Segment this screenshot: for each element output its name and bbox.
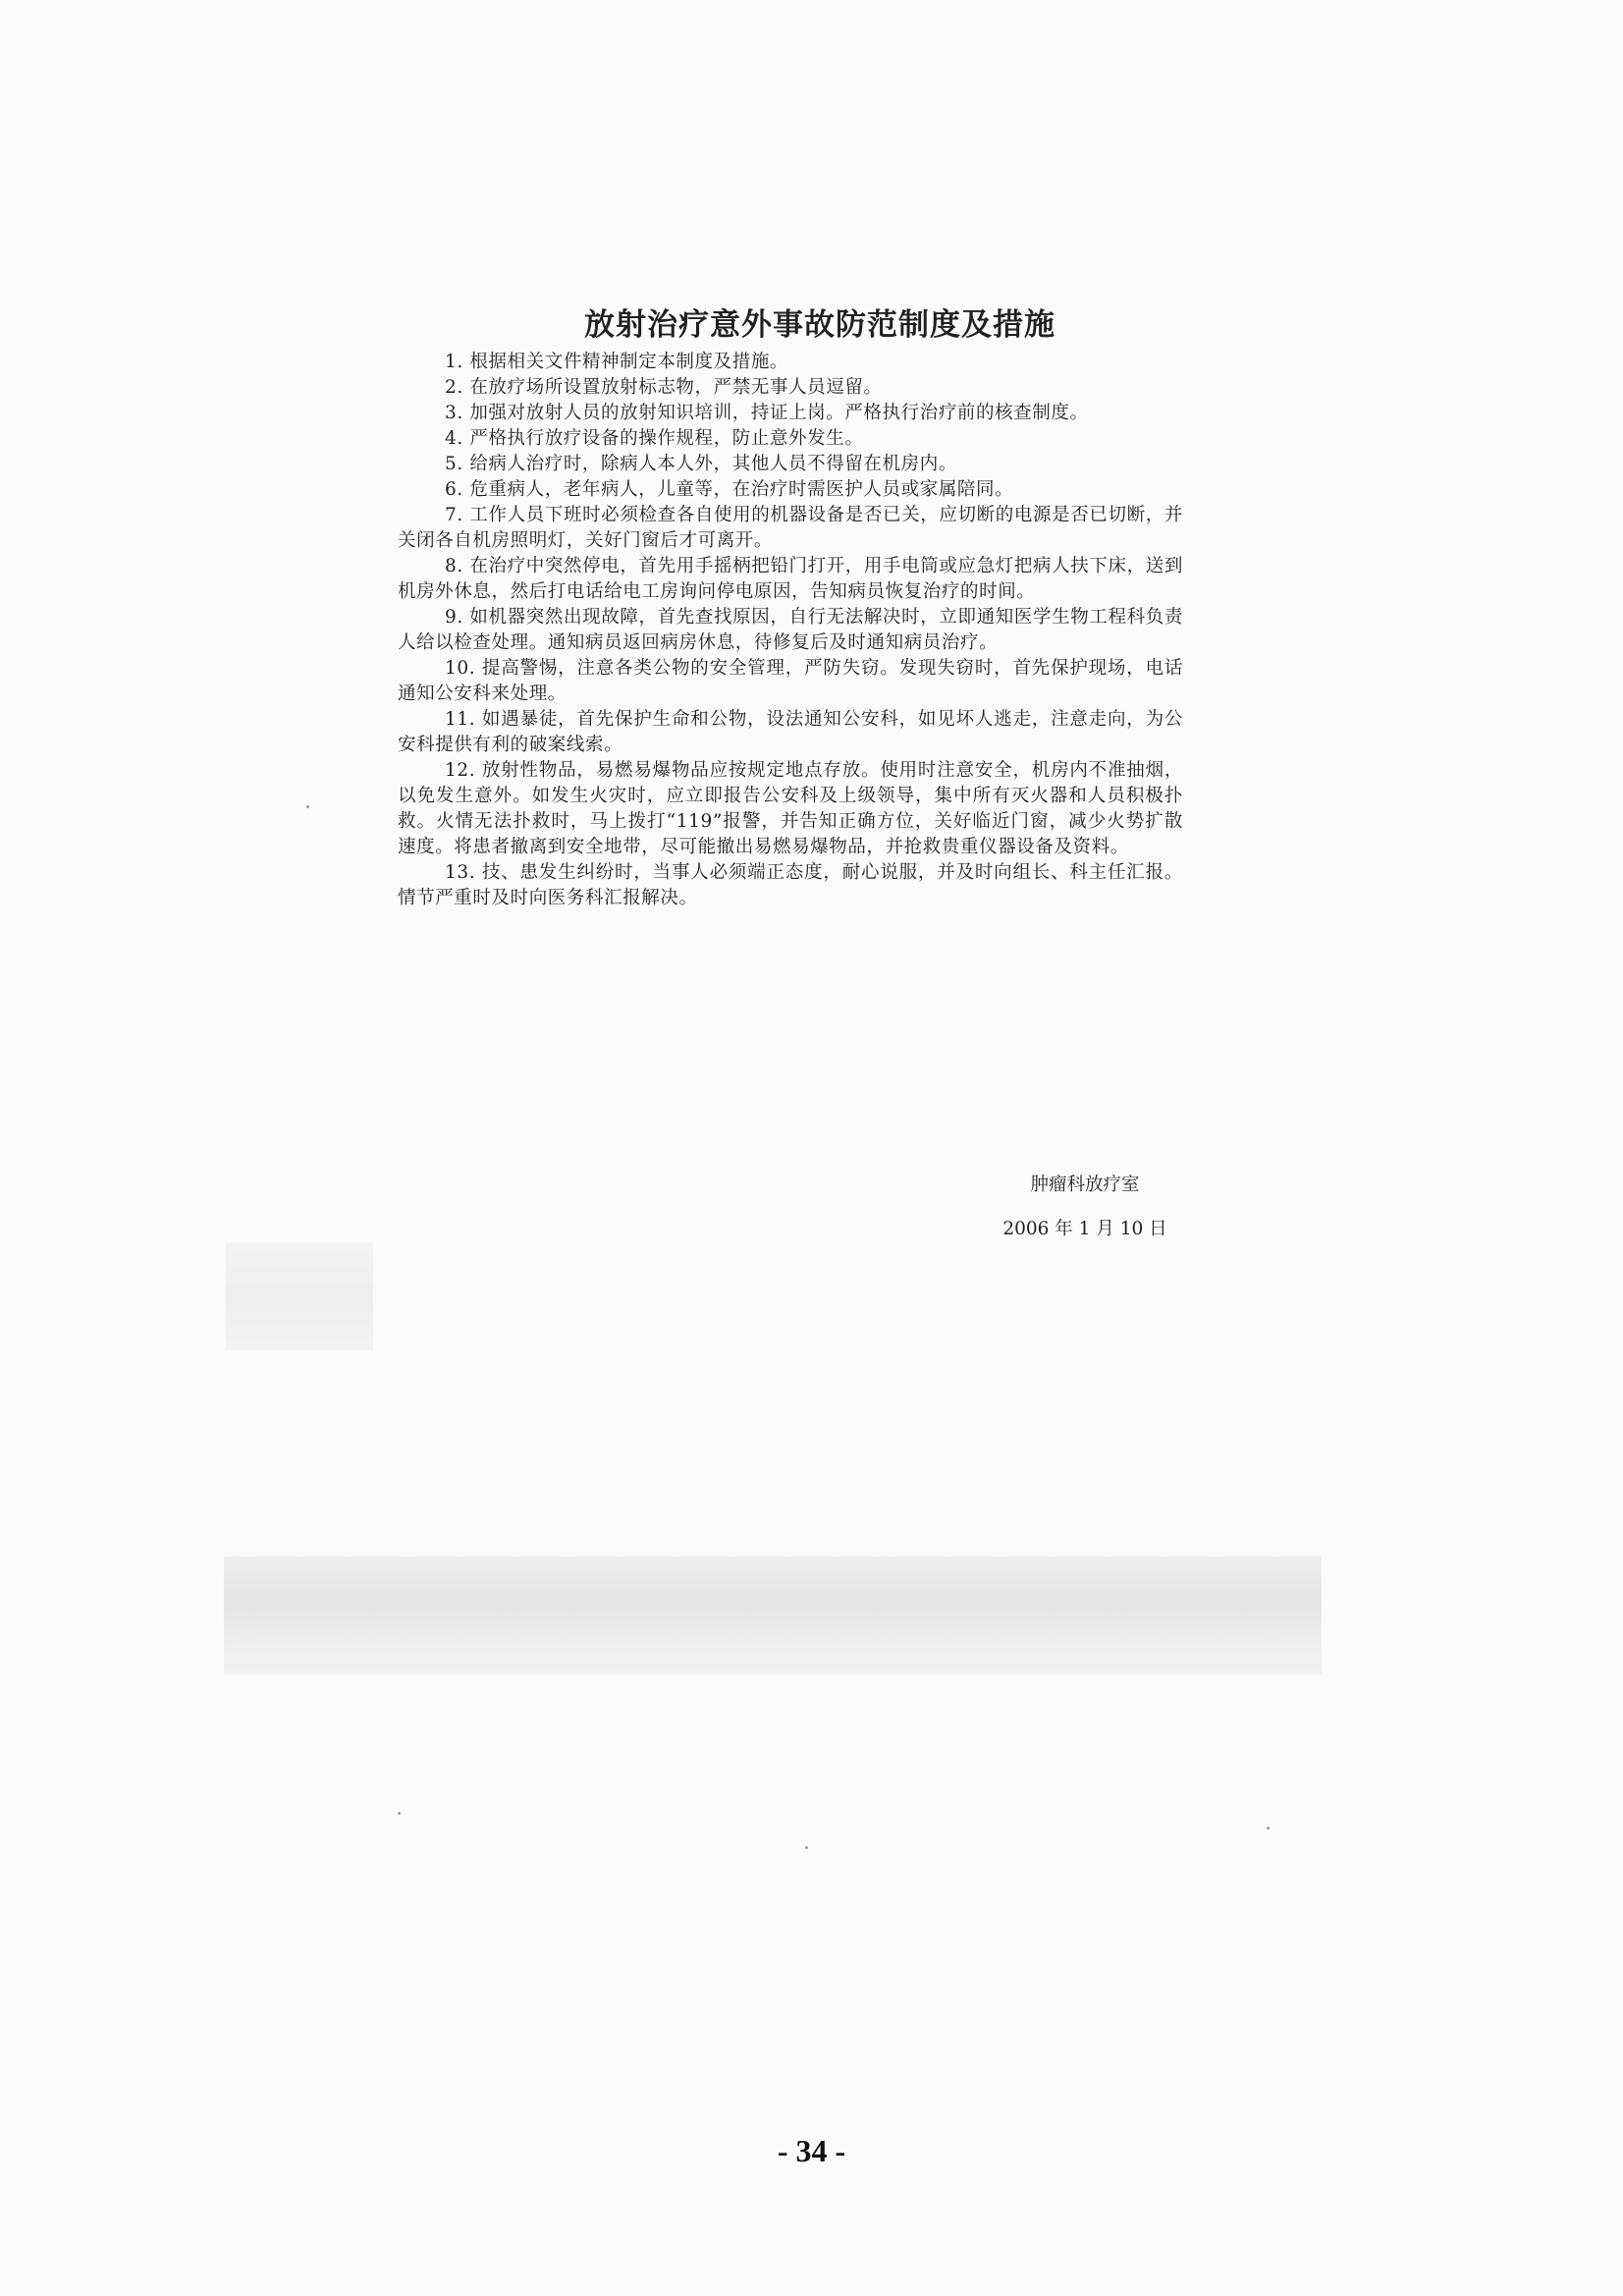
document-item: 2. 在放疗场所设置放射标志物，严禁无事人员逗留。 [445, 377, 883, 398]
scan-speck [1267, 1827, 1270, 1830]
document-item: 1. 根据相关文件精神制定本制度及措施。 [445, 352, 789, 372]
document-body [398, 300, 1183, 911]
signature-department: 肿瘤科放疗室 [1030, 1175, 1140, 1195]
document-item: 13. 技、患发生纠纷时，当事人必须端正态度，耐心说服，并及时向组长、科主任汇报。情节严重时及时向医务科汇报解决。 [398, 862, 1183, 908]
scan-artifact-small [226, 1242, 373, 1350]
document-item: 10. 提高警惕，注意各类公物的安全管理，严防失窃。发现失窃时，首先保护现场，电话通知公安科来处理。 [398, 658, 1183, 704]
document-item: 9. 如机器突然出现故障，首先查找原因，自行无法解决时，立即通知医学生物工程科负责人给以检查处理。通知病员返回病房休息，待修复后及时通知病员治疗。 [398, 607, 1183, 653]
scan-speck [306, 805, 309, 808]
document-item: 5. 给病人治疗时，除病人本人外，其他人员不得留在机房内。 [445, 454, 957, 474]
signature-date: 2006 年 1 月 10 日 [1002, 1219, 1167, 1239]
page-number: - 34 - [777, 2133, 846, 2168]
document-item: 3. 加强对放射人员的放射知识培训，持证上岗。严格执行治疗前的核查制度。 [445, 403, 1089, 423]
scan-speck [805, 1846, 808, 1849]
scan-speck [398, 1812, 401, 1815]
document-item: 7. 工作人员下班时必须检查各自使用的机器设备是否已关，应切断的电源是否已切断，并关闭各自机房照明灯，关好门窗后才可离开。 [398, 505, 1183, 551]
document-title: 放射治疗意外事故防范制度及措施 [584, 307, 1055, 343]
document-item: 6. 危重病人，老年病人，儿童等，在治疗时需医护人员或家属陪同。 [445, 479, 1014, 500]
scan-artifact-band [224, 1557, 1322, 1674]
document-item: 4. 严格执行放疗设备的操作规程，防止意外发生。 [445, 428, 864, 449]
document-items [398, 350, 1183, 911]
document-item: 8. 在治疗中突然停电，首先用手摇柄把铅门打开，用手电筒或应急灯把病人扶下床，送到机房外休息，然后打电话给电工房询问停电原因，告知病员恢复治疗的时间。 [398, 556, 1183, 602]
document-item: 11. 如遇暴徒，首先保护生命和公物，设法通知公安科，如见坏人逃走，注意走向，为公安科提供有利的破案线索。 [398, 709, 1183, 755]
document-item: 12. 放射性物品，易燃易爆物品应按规定地点存放。使用时注意安全，机房内不准抽烟，以免发生意外。如发生火灾时，应立即报告公安科及上级领导，集中所有灭火器和人员积极扑救。火情无法扑救时，马上拨打“119”报警，并告知正确方位，关好临近门窗，减少火势扩散速度。将患者撤离到安全地带，尽可能撤出易燃易爆物品，并抢救贵重仪器设备及资料。 [398, 760, 1183, 857]
